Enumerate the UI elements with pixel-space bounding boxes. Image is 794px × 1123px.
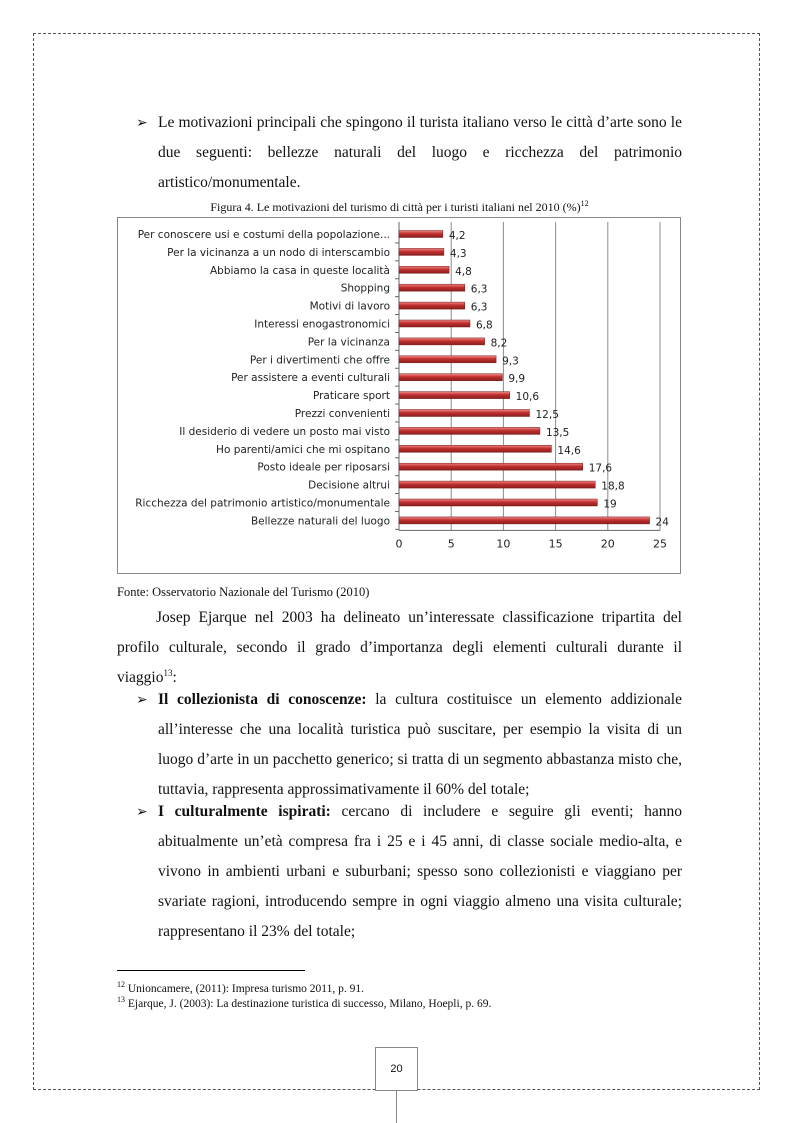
footnote-separator: [117, 970, 305, 971]
data-label: 14,6: [557, 444, 581, 457]
data-label: 6,3: [470, 283, 488, 296]
chart-container: [117, 217, 681, 574]
data-label: 8,2: [490, 337, 508, 350]
bullet-collezionista-text: la cultura costituisce un elemento addizionale all’interesse che una località turistica può suscitare, per esempio la visita di un luogo d’arte in un pacchetto generico; si tratta di un segmento abbastanza misto che, tuttavia, rappresenta approssimativamente il 60% del totale;: [158, 691, 682, 798]
bar: [399, 392, 510, 399]
x-tick-label: 5: [447, 537, 455, 551]
figure-caption-footnote-ref: 12: [580, 199, 589, 208]
body-paragraph: [117, 603, 682, 693]
data-label: 19: [603, 498, 617, 511]
bar: [399, 248, 444, 255]
figure-caption-text: Figura 4. Le motivazioni del turismo di città per i turisti italiani nel 2010 (%): [210, 200, 581, 214]
page-number: 20: [375, 1047, 418, 1091]
footnote-number: 12: [117, 980, 125, 989]
category-label: Ricchezza del patrimonio artistico/monumentale: [135, 497, 390, 510]
bullet-collezionista-title: Il collezionista di conoscenze:: [158, 691, 367, 708]
category-label: Interessi enogastronomici: [254, 318, 390, 331]
data-label: 6,8: [475, 319, 493, 332]
bar: [399, 231, 443, 238]
bullet-arrow-icon: ➢: [136, 804, 148, 820]
data-label: 4,2: [448, 230, 466, 242]
data-label: 17,6: [588, 462, 613, 475]
data-label: 18,8: [601, 480, 625, 493]
bar: [399, 266, 449, 273]
category-label: Per conoscere usi e costumi della popolazione...: [137, 229, 390, 241]
bullet-collezionista: [158, 685, 682, 805]
bar-chart: [118, 218, 680, 573]
page-number-stem: [396, 1091, 397, 1123]
body-paragraph-text: Josep Ejarque nel 2003 ha delineato un’interessate classificazione tripartita del profilo culturale, secondo il grado d’importanza degli elementi culturali durante il viaggio: [117, 609, 682, 686]
category-label: Shopping: [340, 282, 390, 295]
data-label: 6,3: [470, 301, 488, 314]
data-label: 12,5: [535, 409, 559, 421]
category-label: Posto ideale per riposarsi: [257, 461, 390, 474]
data-label: 9,3: [502, 355, 519, 368]
data-label: 4,3: [449, 247, 467, 260]
category-label: Prezzi convenienti: [294, 408, 390, 420]
x-tick-label: 20: [600, 537, 615, 551]
bar: [399, 463, 583, 470]
data-label: 13,5: [545, 426, 570, 439]
body-paragraph-end: :: [172, 669, 177, 686]
bar: [399, 517, 650, 524]
category-label: Abbiamo la casa in queste località: [209, 264, 390, 277]
x-tick-label: 15: [548, 537, 563, 551]
bullet-arrow-icon: ➢: [136, 115, 148, 131]
body-footnote-ref: 13: [163, 667, 173, 678]
category-label: Per i divertimenti che offre: [249, 354, 390, 367]
x-tick-label: 0: [395, 537, 403, 551]
data-label: 9,9: [508, 373, 526, 386]
footnote-number: 13: [117, 995, 125, 1004]
figure-source: Fonte: Osservatorio Nazionale del Turismo (2010): [117, 585, 370, 599]
data-label: 24: [655, 516, 669, 529]
x-tick-label: 25: [653, 537, 667, 551]
category-label: Ho parenti/amici che mi ospitano: [216, 443, 390, 456]
bar: [399, 302, 465, 309]
bar: [399, 445, 551, 452]
x-tick-label: 10: [496, 537, 511, 551]
bar: [399, 338, 485, 345]
bullet-arrow-icon: ➢: [136, 692, 148, 708]
data-label: 10,6: [515, 391, 540, 404]
bar: [399, 374, 502, 381]
bar: [399, 356, 496, 363]
category-label: Per assistere a eventi culturali: [231, 372, 390, 385]
intro-bullet-text: Le motivazioni principali che spingono il turista italiano verso le città d’arte sono le due seguenti: bellezze naturali del luogo e ricchezza del patrimonio artistico/monumentale.: [158, 114, 682, 191]
bar: [399, 499, 597, 506]
bullet-culturalmente-ispirati: [158, 797, 682, 947]
category-label: Motivi di lavoro: [309, 300, 390, 313]
bar: [399, 427, 540, 434]
category-label: Per la vicinanza: [307, 336, 390, 349]
category-label: Praticare sport: [312, 390, 390, 403]
footnote-text: Ejarque, J. (2003): La destinazione turistica di successo, Milano, Hoepli, p. 69.: [125, 997, 492, 1010]
category-label: Il desiderio di vedere un posto mai visto: [179, 425, 390, 438]
category-label: Decisione altrui: [308, 479, 390, 492]
bar: [399, 481, 595, 488]
footnote-text: Unioncamere, (2011): Impresa turismo 2011, p. 91.: [125, 982, 364, 995]
category-label: Bellezze naturali del luogo: [250, 515, 390, 528]
data-label: 4,8: [455, 265, 472, 278]
category-label: Per la vicinanza a un nodo di interscambio: [167, 246, 390, 259]
bullet-ispirati-title: I culturalmente ispirati:: [158, 803, 331, 820]
bullet-ispirati-text: cercano di includere e seguire gli eventi; hanno abitualmente un’età compresa fra i 25 e i 45 anni, di classe sociale medio-alta, e vivono in ambienti urbani e suburbani; spesso sono collezionisti e viaggiano per svariate ragioni, introducendo sempre in ogni viaggio almeno una visita culturale; rappresentano il 23% del totale;: [158, 803, 682, 940]
footnote-13: [117, 993, 491, 1011]
figure-caption: [117, 196, 682, 215]
bar: [399, 410, 530, 417]
bar: [399, 284, 465, 291]
bar: [399, 320, 470, 327]
